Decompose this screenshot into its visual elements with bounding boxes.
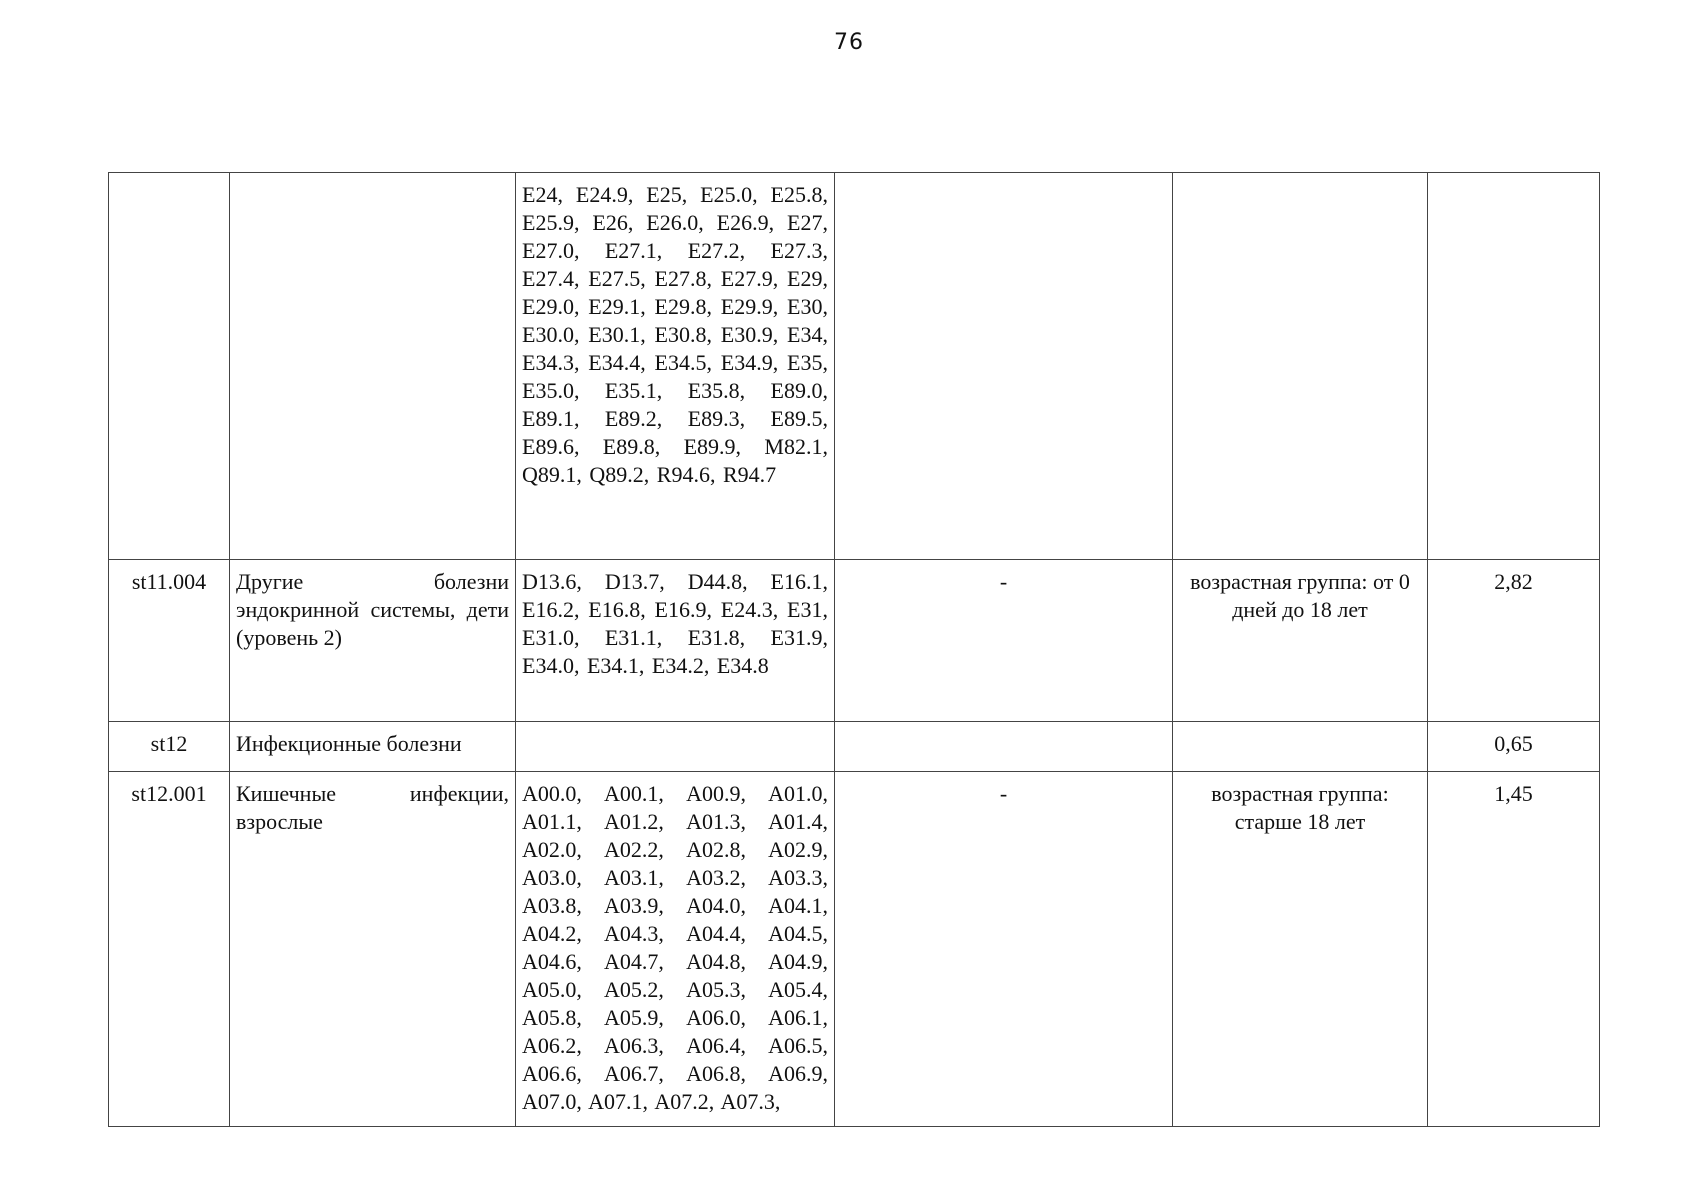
coefficient-cell: 0,65 [1428,722,1600,772]
coefficient-cell: 2,82 [1428,560,1600,722]
ksg-table [108,172,1600,1127]
operation-code-cell: - [835,560,1173,722]
table-row [109,722,1600,772]
table-row [109,173,1600,560]
ksg-code-cell: st12 [109,722,230,772]
ksg-name-cell: Другие болезни эндокринной системы, дети (уровень 2) [230,560,516,722]
operation-code-cell: - [835,772,1173,1127]
table-row [109,560,1600,722]
ksg-code-cell: st12.001 [109,772,230,1127]
extra-criteria-cell: возрастная группа: от 0 дней до 18 лет [1173,560,1428,722]
ksg-code-cell: st11.004 [109,560,230,722]
operation-code-cell [835,173,1173,560]
icd-codes-cell: D13.6, D13.7, D44.8, E16.1, E16.2, E16.8, E16.9, E24.3, E31, E31.0, E31.1, E31.8, E31.9, E34.0, E34.1, E34.2, E34.8 [516,560,835,722]
extra-criteria-cell [1173,173,1428,560]
extra-criteria-cell: возрастная группа: старше 18 лет [1173,772,1428,1127]
ksg-code-cell [109,173,230,560]
coefficient-cell: 1,45 [1428,772,1600,1127]
ksg-name-cell: Инфекционные болезни [230,722,516,772]
icd-codes-cell [516,722,835,772]
icd-codes-cell: E24, E24.9, E25, E25.0, E25.8, E25.9, E26, E26.0, E26.9, E27, E27.0, E27.1, E27.2, E27.3, E27.4, E27.5, E27.8, E27.9, E29, E29.0, E29.1, E29.8, E29.9, E30, E30.0, E30.1, E30.8, E30.9, E34, E34.3, E34.4, E34.5, E34.9, E35, E35.0, E35.1, E35.8, E89.0, E89.1, E89.2, E89.3, E89.5, E89.6, E89.8, E89.9, M82.1, Q89.1, Q89.2, R94.6, R94.7 [516,173,835,560]
table-row [109,772,1600,1127]
extra-criteria-cell [1173,722,1428,772]
operation-code-cell [835,722,1173,772]
ksg-name-cell [230,173,516,560]
ksg-name-cell: Кишечные инфекции, взрослые [230,772,516,1127]
coefficient-cell [1428,173,1600,560]
icd-codes-cell: A00.0, A00.1, A00.9, A01.0, A01.1, A01.2, A01.3, A01.4, A02.0, A02.2, A02.8, A02.9, A03.0, A03.1, A03.2, A03.3, A03.8, A03.9, A04.0, A04.1, A04.2, A04.3, A04.4, A04.5, A04.6, A04.7, A04.8, A04.9, A05.0, A05.2, A05.3, A05.4, A05.8, A05.9, A06.0, A06.1, A06.2, A06.3, A06.4, A06.5, A06.6, A06.7, A06.8, A06.9, A07.0, A07.1, A07.2, A07.3, [516,772,835,1127]
page-number: 76 [834,30,864,55]
